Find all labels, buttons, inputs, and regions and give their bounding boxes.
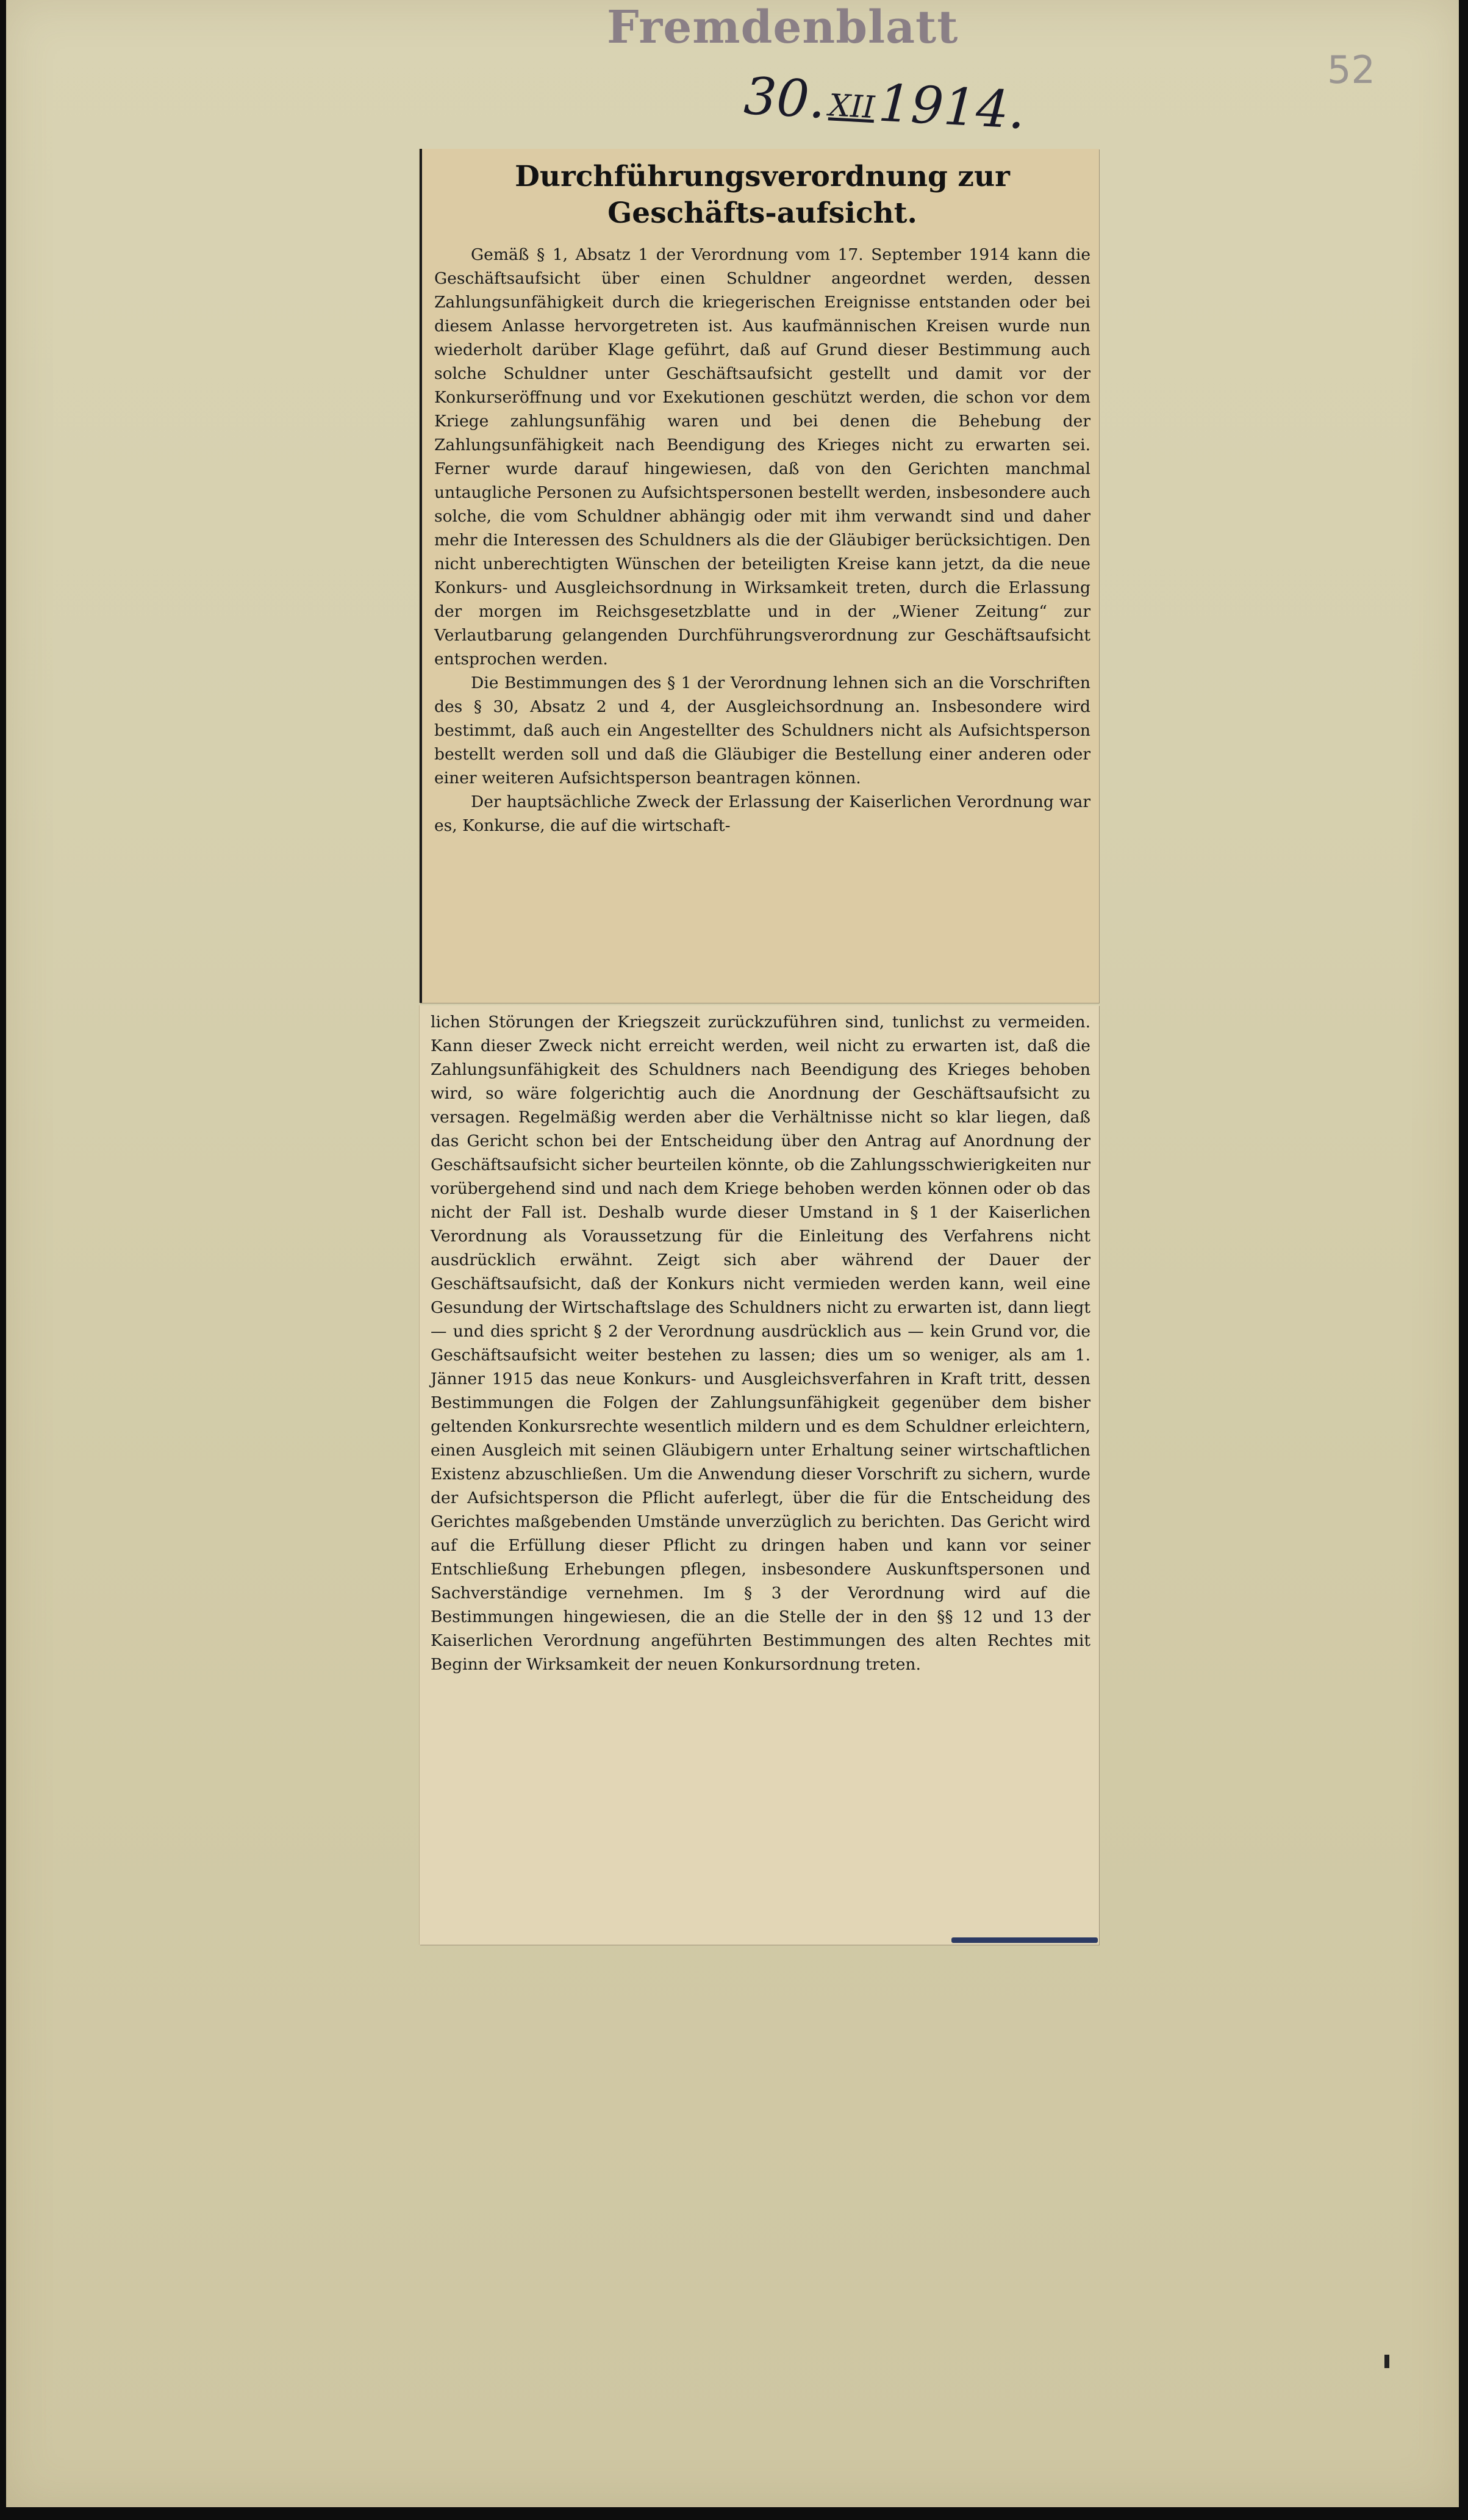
article-paragraph: Der hauptsächliche Zweck der Erlassung der Kaiserlichen Verordnung war es, Konkurse, die auf die wirtschaft-: [434, 792, 1090, 835]
folio-number: 52: [1327, 48, 1375, 92]
article-body-bottom: [431, 1010, 1090, 1676]
newspaper-stamp: Fremdenblatt: [607, 1, 959, 54]
article-body-top: [434, 243, 1090, 838]
clipping-top: [420, 149, 1099, 1003]
handwritten-date-year: 1914.: [876, 73, 1027, 141]
handwritten-date-month: XII: [828, 87, 876, 126]
handwritten-date-day: 30.: [742, 66, 827, 130]
article-paragraph-continued: lichen Störungen der Kriegszeit zurückzuführen sind, tunlichst zu vermeiden. Kann dieser Zweck nicht erreicht werden, weil nicht zu erwarten ist, daß die Zahlungsunfähigkeit des Schuldners nach Beendigung des Krieges behoben wird, so wäre folgerichtig auch die Anordnung der Geschäftsaufsicht zu versagen. Regelmäßig werden aber die Verhältnisse nicht so klar liegen, daß das Gericht schon bei der Entscheidung über den Antrag auf Anordnung der Geschäftsaufsicht sicher beurteilen könnte, ob die Zahlungsschwierigkeiten nur vorübergehend sind und nach dem Kriege behoben werden können oder ob das nicht der Fall ist. Deshalb wurde dieser Umstand in § 1 der Kaiserlichen Verordnung als Voraussetzung für die Einleitung des Verfahrens nicht ausdrücklich erwähnt. Zeigt sich aber während der Dauer der Geschäftsaufsicht, daß der Konkurs nicht vermieden werden kann, weil eine Gesundung der Wirtschaftslage des Schuldners nicht zu erwarten ist, dann liegt — und dies spricht § 2 der Verordnung ausdrücklich aus — kein Grund vor, die Geschäftsaufsicht weiter bestehen zu lassen; dies um so weniger, als am 1. Jänner 1915 das neue Konkurs- und Ausgleichsverfahren in Kraft tritt, dessen Bestimmungen die Folgen der Zahlungsunfähigkeit gegenüber dem bisher geltenden Konkursrechte wesentlich mildern und es dem Schuldner erleichtern, einen Ausgleich mit seinen Gläubigern unter Erhaltung seiner wirtschaftlichen Existenz abzuschließen. Um die Anwendung dieser Vorschrift zu sichern, wurde der Aufsichtsperson die Pflicht auferlegt, über die für die Entscheidung des Gerichtes maßgebenden Umstände unverzüglich zu berichten. Das Gericht wird auf die Erfüllung dieser Pflicht zu dringen haben und kann vor seiner Entschließung Erhebungen pflegen, insbesondere Auskunftspersonen und Sachverständige vernehmen. Im § 3 der Verordnung wird auf die Bestimmungen hingewiesen, die an die Stelle der in den §§ 12 und 13 der Kaiserlichen Verordnung angeführten Bestimmungen des alten Rechtes mit Beginn der Wirksamkeit der neuen Konkursordnung treten.: [431, 1013, 1090, 1674]
ink-dot: [1384, 2355, 1389, 2368]
clipping-bottom: [420, 1005, 1099, 1945]
end-mark: [951, 1937, 1098, 1943]
article-paragraph: Gemäß § 1, Absatz 1 der Verordnung vom 17. September 1914 kann die Geschäftsaufsicht über einen Schuldner angeordnet werden, dessen Zahlungsunfähigkeit durch die kriegerischen Ereignisse entstanden oder bei diesem Anlasse hervorgetreten ist. Aus kaufmännischen Kreisen wurde nun wiederholt darüber Klage geführt, daß auf Grund dieser Bestimmung auch solche Schuldner unter Geschäftsaufsicht gestellt und damit vor der Konkurseröffnung und vor Exekutionen geschützt werden, die schon vor dem Kriege zahlungsunfähig waren und bei denen die Behebung der Zahlungsunfähigkeit nach Beendigung des Krieges nicht zu erwarten sei. Ferner wurde darauf hingewiesen, daß von den Gerichten manchmal untaugliche Personen zu Aufsichtspersonen bestellt werden, insbesondere auch solche, die vom Schuldner abhängig oder mit ihm verwandt sind und daher mehr die Interessen des Schuldners als die der Gläubiger berücksichtigen. Den nicht unberechtigten Wünschen der beteiligten Kreise kann jetzt, da die neue Konkurs- und Ausgleichsordnung in Wirksamkeit treten, durch die Erlassung der morgen im Reichsgesetzblatte und in der „Wiener Zeitung“ zur Verlautbarung gelangenden Durchführungsverordnung zur Geschäftsaufsicht entsprochen werden.: [434, 245, 1090, 669]
handwritten-date: [742, 66, 1026, 140]
article-paragraph: Die Bestimmungen des § 1 der Verordnung lehnen sich an die Vorschriften des § 30, Absatz 2 und 4, der Ausgleichsordnung an. Insbesondere wird bestimmt, daß auch ein Angestellter des Schuldners nicht als Aufsichtsperson bestellt werden soll und daß die Gläubiger die Bestellung einer anderen oder einer weiteren Aufsichtsperson beantragen können.: [434, 673, 1090, 788]
article-headline: Durchführungsverordnung zur Geschäfts-aufsicht.: [515, 160, 1010, 230]
